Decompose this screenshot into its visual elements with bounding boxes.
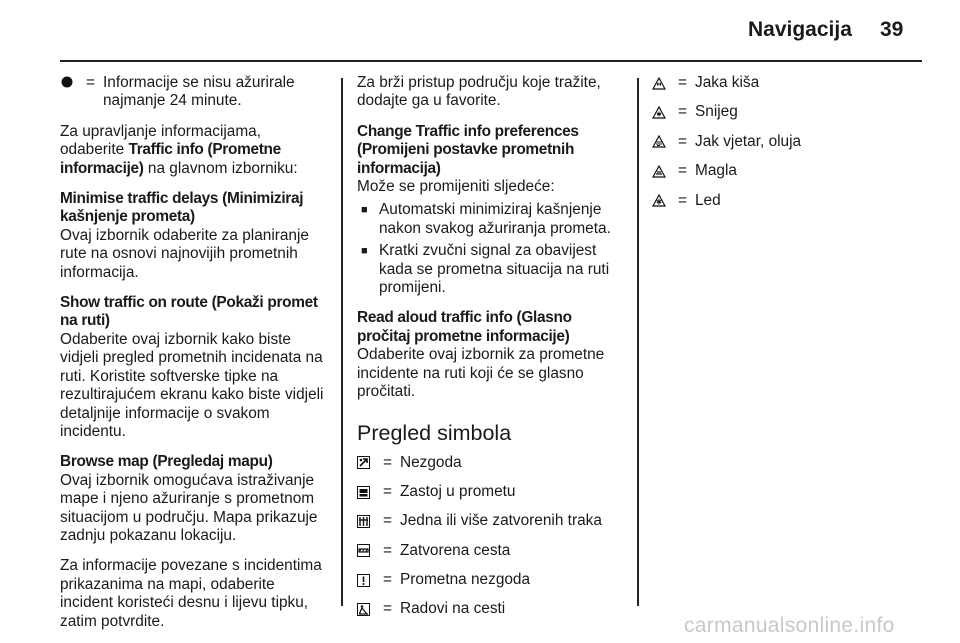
traffic-jam-icon <box>357 486 383 499</box>
fog-icon <box>652 165 678 178</box>
menu-item-description: Ovaj izbornik odaberite za planiranje rute na osnovi najnovijih prometnih informacija. <box>60 226 309 281</box>
menu-item-description: Ovaj izbornik omogućava istraživanje mape i njeno ažuriranje s prometnom situacijom u području. Mapa prikazuje zadnju pokazanu lokaciju. <box>60 471 318 544</box>
road-closed-icon <box>357 544 383 557</box>
traffic-incident-icon <box>357 574 383 587</box>
column-1 <box>60 74 328 643</box>
header-rule <box>60 60 922 62</box>
symbol-row: = Magla <box>652 162 922 180</box>
symbol-row: = Nezgoda <box>357 454 627 472</box>
menu-item-heading: Read aloud traffic info (Glasno pročitaj prometne informacije) <box>357 309 572 345</box>
bullet-item: ■ Kratki zvučni signal za obavijest kada se prometna situacija na ruti promijeni. <box>357 242 627 297</box>
bullet-item: ■ Automatski minimiziraj kašnjenje nakon svakog ažuriranja prometa. <box>357 201 627 238</box>
filled-dot-icon <box>60 74 86 111</box>
equals-sign: = <box>86 74 95 91</box>
strong-wind-icon <box>652 135 678 148</box>
column-2 <box>357 74 627 630</box>
symbol-row: = Jak vjetar, oluja <box>652 133 922 151</box>
menu-item-heading: Change Traffic info preferences (Promijeni postavke prometnih informacija) <box>357 122 579 177</box>
symbol-row: = Zastoj u prometu <box>357 483 627 501</box>
menu-item-change-preferences <box>357 123 627 298</box>
traffic-info-menu-name: Traffic info (Prometne informacije) <box>60 141 281 177</box>
symbol-row: = Snijeg <box>652 103 922 121</box>
square-bullet-icon: ■ <box>361 204 368 217</box>
column-3 <box>652 74 922 221</box>
menu-item-heading: Show traffic on route (Pokaži promet na ruti) <box>60 294 318 330</box>
menu-item-minimise-delays <box>60 190 328 282</box>
outdated-info-text: Informacije se nisu ažurirale najmanje 24 minute. <box>103 74 295 110</box>
section-title: Pregled simbola <box>357 420 512 445</box>
symbol-row: = Zatvorena cesta <box>357 542 627 560</box>
accident-icon <box>357 456 383 469</box>
watermark: carmanualsonline.info <box>684 614 895 637</box>
column-divider-2 <box>637 78 639 606</box>
symbol-row: = Jedna ili više zatvorenih traka <box>357 512 627 530</box>
symbol-row: = Radovi na cesti <box>357 600 627 618</box>
intro-paragraph: Za upravljanje informacijama, odaberite Traffic info (Prometne informacije) na glavnom izborniku: <box>60 122 298 177</box>
symbol-row: = Prometna nezgoda <box>357 571 627 589</box>
lanes-closed-icon <box>357 515 383 528</box>
column-divider-1 <box>341 78 343 606</box>
menu-item-show-traffic <box>60 294 328 441</box>
square-bullet-icon: ■ <box>361 245 368 258</box>
page-title: Navigacija <box>748 18 852 41</box>
roadworks-icon <box>357 603 383 616</box>
outro-paragraph: Za informacije povezane s incidentima prikazanima na mapi, odaberite incident koristeći desnu i lijevu tipku, zatim potvrdite. <box>60 557 322 630</box>
page-number: 39 <box>880 18 904 41</box>
heavy-rain-icon <box>652 77 678 90</box>
menu-item-heading: Browse map (Pregledaj mapu) <box>60 453 273 471</box>
menu-item-description: Može se promijeniti sljedeće: <box>357 178 555 196</box>
menu-item-heading: Minimise traffic delays (Minimiziraj kašnjenje prometa) <box>60 190 304 226</box>
ice-icon <box>652 194 678 207</box>
favorites-paragraph: Za brži pristup području koje tražite, dodajte ga u favorite. <box>357 74 601 110</box>
menu-item-description: Odaberite ovaj izbornik za prometne incidente na ruti koji će se glasno pročitati. <box>357 346 605 401</box>
snow-icon <box>652 106 678 119</box>
symbol-row: = Jaka kiša <box>652 74 922 92</box>
menu-item-browse-map <box>60 453 328 545</box>
outdated-info-row <box>60 74 328 111</box>
menu-item-read-aloud <box>357 309 627 401</box>
page-header <box>0 0 960 62</box>
symbol-row: = Led <box>652 192 922 210</box>
menu-item-description: Odaberite ovaj izbornik kako biste vidjeli pregled prometnih incidenata na ruti. Koristite softverske tipke na rezultirajućem ekranu kako biste vidjeli detaljnije informacije o svakom incidentu. <box>60 330 324 440</box>
